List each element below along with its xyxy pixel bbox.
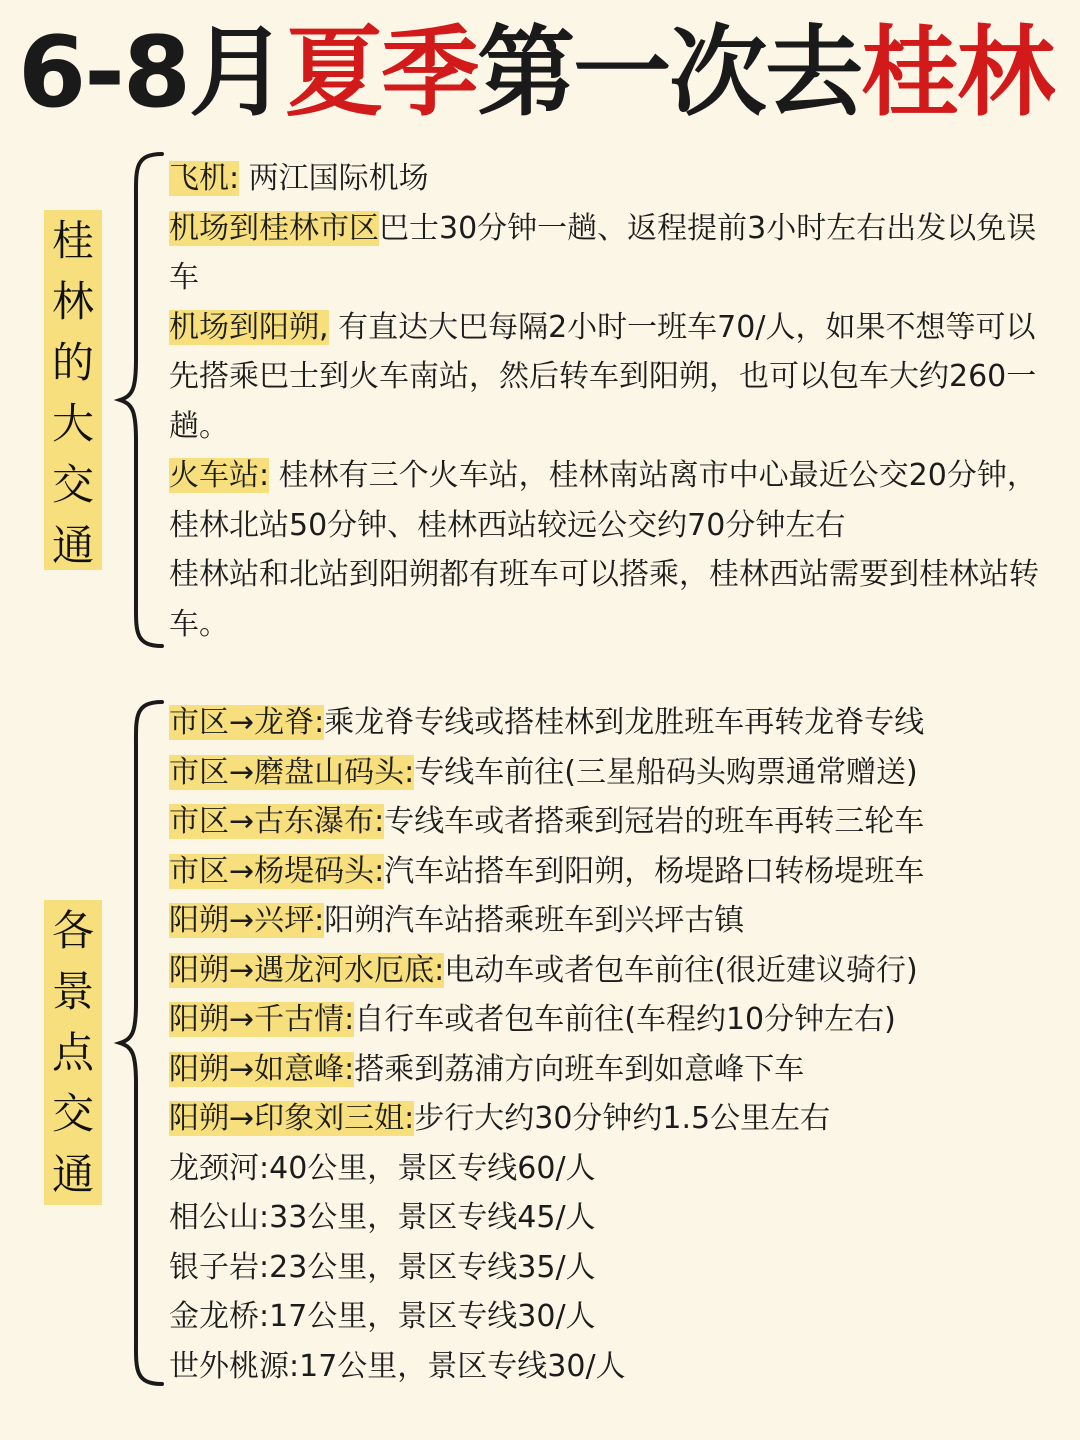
route-line-key: 阳朔→如意峰: [169, 1051, 355, 1087]
route-line-key: 市区→龙脊: [169, 705, 325, 740]
info-line-text: 两江国际机场 [239, 161, 429, 196]
section-1-label-char: 桂 [51, 216, 94, 265]
distance-line-text: 银子岩:23公里，景区专线35/人 [169, 1249, 596, 1285]
distance-line-text: 相公山:33公里，景区专线45/人 [169, 1200, 596, 1235]
info-line [169, 154, 1049, 204]
route-line-key: 阳朔→千古情: [169, 1002, 355, 1037]
route-line [169, 1045, 1049, 1095]
distance-line [169, 1193, 1049, 1243]
route-line-text: 步行大约30分钟约1.5公里左右 [414, 1101, 831, 1136]
route-line-key: 市区→磨盘山码头: [169, 754, 415, 790]
title-part-2: 夏季 [285, 16, 478, 130]
distance-line [169, 1292, 1049, 1342]
route-line [169, 797, 1049, 847]
info-line [169, 204, 1049, 303]
section-2-label-char: 通 [51, 1150, 94, 1199]
route-line-key: 市区→古东瀑布: [169, 804, 385, 839]
route-line [169, 698, 1049, 748]
page-title [18, 18, 1068, 128]
route-line-text: 专线车或者搭乘到冠岩的班车再转三轮车 [384, 804, 925, 839]
section-2-label-char: 景 [51, 967, 94, 1016]
section-2-label [44, 900, 102, 1205]
route-line [169, 896, 1049, 946]
section-2-content [169, 698, 1049, 1391]
distance-line-text: 金龙桥:17公里，景区专线30/人 [169, 1299, 596, 1334]
route-line-text: 搭乘到荔浦方向班车到如意峰下车 [354, 1051, 805, 1087]
info-line-text: 有直达大巴每隔2小时一班车70/人，如果不想等可以先搭乘巴士到火车南站，然后转车到阳朔，也可以包车大约260一趟。 [169, 309, 1037, 444]
route-line-key: 市区→杨堤码头: [169, 853, 385, 889]
route-line [169, 995, 1049, 1045]
title-part-1: 6-8月 [18, 16, 286, 130]
info-line-key: 机场到桂林市区 [169, 210, 379, 246]
section-2-brace [112, 698, 168, 1388]
route-line [169, 946, 1049, 996]
section-1-label-char: 大 [51, 399, 94, 448]
distance-line [169, 1342, 1049, 1392]
section-1-label-char: 交 [51, 460, 94, 509]
info-line [169, 303, 1049, 452]
section-2-label-char: 点 [51, 1028, 94, 1077]
route-line [169, 847, 1049, 897]
route-line-text: 汽车站搭车到阳朔，杨堤路口转杨堤班车 [384, 853, 925, 889]
section-2-label-char: 各 [51, 906, 94, 955]
section-1-label [44, 210, 102, 570]
route-line-text: 电动车或者包车前往(很近建议骑行) [444, 952, 918, 988]
route-line [169, 748, 1049, 798]
distance-line-text: 世外桃源:17公里，景区专线30/人 [169, 1348, 626, 1384]
title-part-3: 第一次去 [477, 16, 862, 130]
info-line-text: 桂林站和北站到阳朔都有班车可以搭乘，桂林西站需要到桂林站转车。 [169, 557, 1039, 642]
info-line-key: 机场到阳朔, [169, 309, 329, 345]
info-line-key: 飞机: [169, 161, 240, 196]
route-line-key: 阳朔→印象刘三姐: [169, 1101, 415, 1136]
route-line-text: 专线车前往(三星船码头购票通常赠送) [414, 754, 918, 790]
route-line-key: 阳朔→遇龙河水厄底: [169, 952, 445, 988]
title-part-4: 桂林 [861, 16, 1054, 130]
route-line-key: 阳朔→兴坪: [169, 903, 325, 938]
section-1-label-char: 通 [51, 521, 94, 570]
info-line-key: 火车站: [169, 458, 270, 493]
route-line-text: 阳朔汽车站搭乘班车到兴坪古镇 [324, 903, 745, 938]
route-line-text: 自行车或者包车前往(车程约10分钟左右) [354, 1002, 896, 1037]
section-1-label-char: 的 [51, 338, 94, 387]
info-line [169, 550, 1049, 649]
info-line-text: 桂林有三个火车站，桂林南站离市中心最近公交20分钟，桂林北站50分钟、桂林西站较远公交约70分钟左右 [169, 458, 1037, 543]
section-1-brace [112, 150, 168, 650]
distance-line [169, 1144, 1049, 1194]
info-line [169, 451, 1049, 550]
route-line-text: 乘龙脊专线或搭桂林到龙胜班车再转龙脊专线 [324, 705, 925, 740]
section-1-label-char: 林 [51, 277, 94, 326]
distance-line-text: 龙颈河:40公里，景区专线60/人 [169, 1150, 596, 1186]
distance-line [169, 1243, 1049, 1293]
route-line [169, 1094, 1049, 1144]
section-1-content [169, 154, 1049, 649]
section-2-label-char: 交 [51, 1089, 94, 1138]
info-line-text: 巴士30分钟一趟、返程提前3小时左右出发以免误车 [169, 210, 1037, 295]
